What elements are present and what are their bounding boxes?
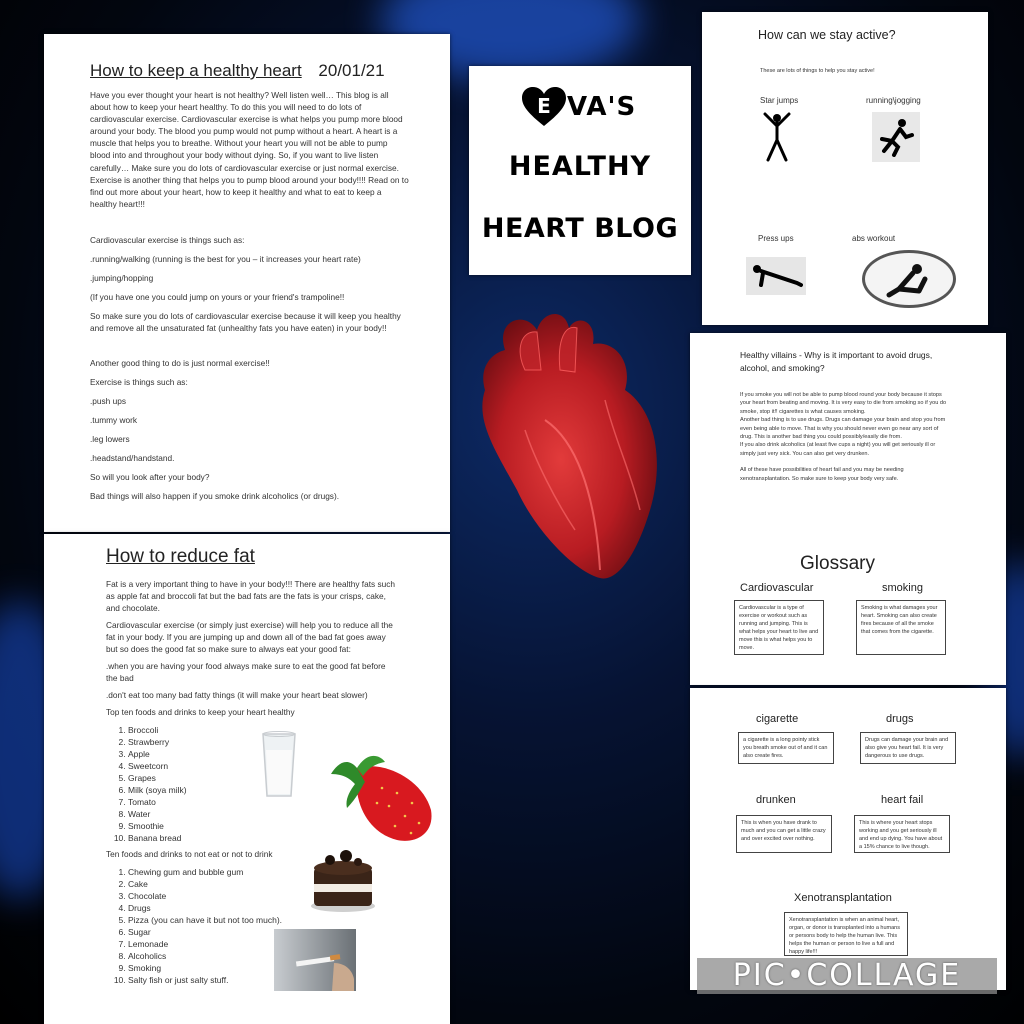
page-healthy-heart <box>44 34 450 532</box>
page2-bad-heading: Ten foods and drinks to not eat or not to drink <box>106 849 273 859</box>
title-line-3: HEART BLOG <box>481 213 679 244</box>
list-item: 4. Drugs <box>128 902 396 914</box>
list-item: 10. Salty fish or just salty stuff. <box>128 974 396 986</box>
page4-title: Healthy villains - Why is it important to avoid drugs, alcohol, and smoking? <box>740 350 933 373</box>
list-item: 1. Chewing gum and bubble gum <box>128 866 396 878</box>
abs-workout-icon <box>879 259 939 299</box>
list-item: 7. Tomato <box>128 796 396 808</box>
list-item: 6. Milk (soya milk) <box>128 784 396 796</box>
title-word-evas: VA'S <box>567 92 637 122</box>
list-item: 9. Smoking <box>128 962 396 974</box>
page1-normal-item: .push ups <box>90 395 126 406</box>
page2-p4: .don't eat too many bad fatty things (it will make your heart beat slower) <box>106 690 368 700</box>
glossary-title: Glossary <box>800 553 875 574</box>
glossary-definition: a cigarette is a long pointy stick you breath smoke out of and it can also create fires. <box>738 732 834 764</box>
page1-question: So will you look after your body? <box>90 472 210 483</box>
title-line-2: HEALTHY <box>508 151 652 182</box>
cigarette-image <box>274 929 356 991</box>
page1-normal-sub: Exercise is things such as: <box>90 376 188 387</box>
running-icon-box <box>872 112 920 162</box>
page4-body <box>740 391 952 483</box>
list-item: 1. Broccoli <box>128 724 396 736</box>
list-item: 2. Cake <box>128 878 396 890</box>
page1-cardio-heading: Cardiovascular exercise is things such as: <box>90 234 245 245</box>
glossary-term: smoking <box>882 582 923 594</box>
activity-label: Star jumps <box>760 96 799 105</box>
page2-p2: Cardiovascular exercise (or simply just exercise) will help you to reduce all the fat in your body. If you are jumping up and down all of the bad fat goes away but so does the good fat so make sure to always eat your good fat: <box>106 620 393 654</box>
page1-intro: Have you ever thought your heart is not healthy? Well listen well… This blog is all about how to keep your heart healthy. To do this you will need to do lots of cardiovascular exercise. Cardiovascular exercise is what helps you pump more blood around your body. The blood you pump would not pump without a heart. A heart is a muscle that helps you to breathe. Without your heart you will not be able to pump blood into and throughout your body without dying. So, if you want to live listen carefully… Make sure you do lots of cardiovascular exercise or just normal exercise. Exercise is another thing that helps you to pump blood around your body!!!! Read on to find out more about your heart, how to keep it healthy and what to eat to keep a healthy heart!!! <box>90 90 409 209</box>
glossary-definition: This is when you have drank to much and you can get a little crazy and over excited over nothing. <box>736 815 832 853</box>
page4-p4: All of these have possibilities of heart fail and you may be needing xenotransplantation. So make sure to keep your body very safe. <box>740 467 904 482</box>
list-item: 3. Chocolate <box>128 890 396 902</box>
running-icon <box>876 117 916 157</box>
anatomical-heart-image <box>465 310 675 585</box>
list-item: 2. Strawberry <box>128 736 396 748</box>
page4-p2: Another bad thing is to use drugs. Drugs can damage your brain and stop you from even being able to move. That is why you should never even go near any sort of drug. This is another bad thing you could possibly/easily die from. <box>740 417 946 441</box>
list-item: 5. Grapes <box>128 772 396 784</box>
page1-body <box>90 89 410 502</box>
glossary-definition: Drugs can damage your brain and also give you heart fail. It is very dangerous to use drugs. <box>860 732 956 764</box>
activity-label: running\jogging <box>866 96 921 105</box>
pic-collage-watermark: PIC•COLLAGE <box>697 958 997 994</box>
list-item: 3. Apple <box>128 748 396 760</box>
strawberry-image <box>327 748 435 844</box>
page2-p3: .when you are having your food always make sure to eat the good fat before the bad <box>106 661 386 683</box>
page1-normal-item: .leg lowers <box>90 433 130 444</box>
page1-title-row <box>90 61 385 81</box>
glossary-definition: Smoking is what damages your heart. Smoking can also create fires because of all the smoke that comes from the cigarette. <box>856 600 946 655</box>
page3-title: How can we stay active? <box>758 28 896 42</box>
page1-date: 20/01/21 <box>318 61 385 80</box>
activity-label: abs workout <box>852 234 896 243</box>
glossary-definition: This is where your heart stops working and you get seriously ill and end up dying. You have about a 15% chance to live though. <box>854 815 950 853</box>
page2-p1: Fat is a very important thing to have in your body!!! There are healthy fats such as apple fat and broccoli fat but the bad fats are the fats is your crisps, cake, and chocolate. <box>106 579 396 613</box>
page-reduce-fat <box>44 534 450 1024</box>
page1-title: How to keep a healthy heart <box>90 61 302 80</box>
page-glossary-2 <box>690 688 1006 990</box>
press-up-icon <box>749 261 803 291</box>
glossary-term: drugs <box>886 713 914 725</box>
glossary-term: Xenotransplantation <box>794 892 892 904</box>
activity-label: Press ups <box>758 234 794 243</box>
page1-cardio-item: (If you have one you could jump on yours or your friend's trampoline!! <box>90 292 345 303</box>
page-stay-active <box>702 12 988 325</box>
page1-normal-item: .headstand/handstand. <box>90 452 175 463</box>
page1-cardio-item: .jumping/hopping <box>90 273 154 284</box>
list-item: 7. Lemonade <box>128 938 396 950</box>
page3-subtitle: These are lots of things to help you stay active! <box>760 68 875 74</box>
glossary-definition: Xenotransplantation is when an animal heart, organ, or donor is transplanted into a humans or persons body to help the human live. This helps the human or person to live a full and happy life!!! <box>784 912 908 956</box>
chocolate-cake-image <box>308 846 378 914</box>
heart-letter: E <box>537 94 551 118</box>
press-up-icon-box <box>746 257 806 295</box>
list-item: 8. Alcoholics <box>128 950 396 962</box>
list-item: 9. Smoothie <box>128 820 396 832</box>
page1-warning: Bad things will also happen if you smoke drink alcoholics (or drugs). <box>90 491 340 502</box>
star-jump-icon <box>762 112 792 162</box>
page1-normal-item: .tummy work <box>90 414 138 425</box>
page2-good-heading: Top ten foods and drinks to keep your heart healthy <box>106 707 295 717</box>
abs-workout-icon-box <box>862 250 956 308</box>
list-item: 4. Sweetcorn <box>128 760 396 772</box>
list-item: 6. Sugar <box>128 926 396 938</box>
list-item: 10. Banana bread <box>128 832 396 844</box>
glossary-term: cigarette <box>756 713 799 725</box>
glossary-definition: Cardiovascular is a type of exercise or workout such as running and jumping. This is what helps your heart to live and move this is what helps you to move. <box>734 600 824 655</box>
page4-p3: If you also drink alcoholics (at least five cups a night) you will get seriously ill or simply just very sick. You can also get very drunken. <box>740 442 936 457</box>
blog-title-card <box>469 66 691 275</box>
page1-cardio-summary: So make sure you do lots of cardiovascular exercise because it will keep you healthy and remove all the unsaturated fat (unhealthy fats you have eaten) in your body!! <box>90 311 401 334</box>
page1-cardio-item: .running/walking (running is the best for you – it increases your heart rate) <box>90 254 361 265</box>
title-line-1 <box>521 86 636 128</box>
glossary-term: drunken <box>756 794 796 806</box>
page2-title: How to reduce fat <box>106 546 255 567</box>
glossary-term: Cardiovascular <box>740 582 814 594</box>
page4-p1: If you smoke you will not be able to pump blood round your body because it stops your heart from beating and moving. It is very easy to die from smoking so if you do smoke, stop it!! cigarettes is what causes smoking. <box>740 392 947 415</box>
page1-normal-heading: Another good thing to do is just normal exercise!! <box>90 357 270 368</box>
glossary-term: heart fail <box>881 794 924 806</box>
heart-icon <box>521 86 567 128</box>
page-healthy-villains <box>690 333 1006 685</box>
list-item: 8. Water <box>128 808 396 820</box>
list-item: 5. Pizza (you can have it but not too much). <box>128 914 396 926</box>
milk-glass-image <box>259 730 299 800</box>
